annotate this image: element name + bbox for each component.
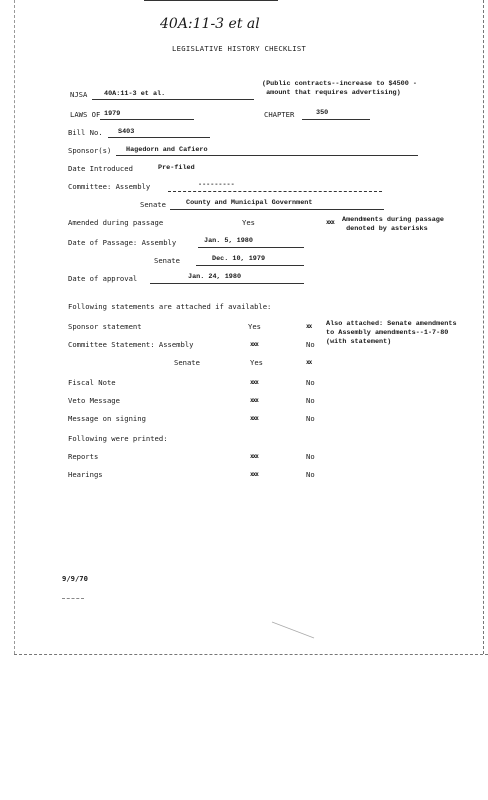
sponsors-label: Sponsor(s) [68, 146, 112, 155]
date-introduced-label: Date Introduced [68, 164, 133, 173]
reports-label: Reports [68, 452, 99, 461]
fiscal-note-no: No [306, 378, 315, 387]
bill-no-underline [108, 137, 210, 138]
amended-strike-mark: xxx [326, 219, 334, 226]
amended-value: Yes [242, 218, 255, 227]
chapter-underline [302, 119, 370, 120]
chapter-value: 350 [316, 109, 329, 117]
footer-dash-mark [62, 598, 84, 599]
committee-assembly-value: --------- [198, 181, 235, 189]
committee-senate-no-mark: xx [306, 359, 312, 366]
page-bottom-edge [14, 654, 488, 655]
passage-senate-underline [196, 265, 304, 266]
passage-senate-label: Senate [154, 256, 180, 265]
committee-statement-senate-label: Senate [174, 358, 200, 367]
reports-no: No [306, 452, 315, 461]
approval-value: Jan. 24, 1980 [188, 273, 242, 281]
sponsors-underline [116, 155, 418, 156]
reports-yes-mark: xxx [250, 453, 258, 460]
njsa-label: NJSA [70, 90, 88, 99]
committee-assembly-yes-mark: xxx [250, 341, 258, 348]
passage-assembly-value: Jan. 5, 1980 [204, 237, 253, 245]
hearings-label: Hearings [68, 470, 103, 479]
committee-senate-label: Senate [140, 200, 166, 209]
page-title: LEGISLATIVE HISTORY CHECKLIST [172, 44, 307, 53]
committee-senate-yes: Yes [250, 358, 263, 367]
njsa-value: 40A:11-3 et al. [104, 90, 166, 98]
laws-of-value: 1979 [104, 110, 121, 118]
statements-intro: Following statements are attached if available: [68, 302, 272, 311]
page-right-edge [483, 0, 484, 654]
sponsor-statement-label: Sponsor statement [68, 322, 142, 331]
committee-assembly-underline [168, 191, 382, 192]
passage-assembly-label: Date of Passage: Assembly [68, 238, 177, 247]
committee-assembly-no: No [306, 340, 315, 349]
handwritten-title: 40A:11-3 et al [160, 16, 260, 32]
message-on-signing-no: No [306, 414, 315, 423]
page-left-edge [14, 0, 15, 654]
scan-artifact-line [270, 620, 320, 644]
message-on-signing-yes-mark: xxx [250, 415, 258, 422]
sponsor-statement-yes: Yes [248, 322, 261, 331]
date-introduced-underline [144, 0, 278, 1]
approval-label: Date of approval [68, 274, 138, 283]
veto-message-no: No [306, 396, 315, 405]
hearings-yes-mark: xxx [250, 471, 258, 478]
sponsors-value: Hagedorn and Cafiero [126, 146, 208, 154]
passage-senate-value: Dec. 10, 1979 [212, 255, 266, 263]
njsa-description: (Public contracts--increase to $4500 - amount that requires advertising) [262, 80, 417, 97]
fiscal-note-yes-mark: xxx [250, 379, 258, 386]
amended-note: Amendments during passage denoted by asterisks [342, 216, 444, 233]
committee-statement-assembly-label: Committee Statement: Assembly [68, 340, 194, 349]
committee-assembly-label: Committee: Assembly [68, 182, 151, 191]
chapter-label: CHAPTER [264, 110, 295, 119]
hearings-no: No [306, 470, 315, 479]
veto-message-label: Veto Message [68, 396, 120, 405]
bill-no-value: S403 [118, 128, 135, 136]
njsa-underline [92, 99, 254, 100]
sponsor-statement-no-mark: xx [306, 323, 312, 330]
footer-code: 9/9/70 [62, 574, 88, 583]
message-on-signing-label: Message on signing [68, 414, 146, 423]
amended-label: Amended during passage [68, 218, 164, 227]
laws-of-label: LAWS OF [70, 110, 101, 119]
committee-senate-value: County and Municipal Government [186, 199, 313, 207]
fiscal-note-label: Fiscal Note [68, 378, 116, 387]
bill-no-label: Bill No. [68, 128, 103, 137]
veto-message-yes-mark: xxx [250, 397, 258, 404]
also-attached-note: Also attached: Senate amendments to Assembly amendments--1-7-80 (with statement) [326, 320, 457, 346]
laws-of-underline [100, 119, 194, 120]
printed-intro: Following were printed: [68, 434, 168, 443]
committee-senate-underline [170, 209, 384, 210]
date-introduced-value: Pre-filed [158, 164, 195, 172]
passage-assembly-underline [198, 247, 304, 248]
approval-underline [150, 283, 304, 284]
